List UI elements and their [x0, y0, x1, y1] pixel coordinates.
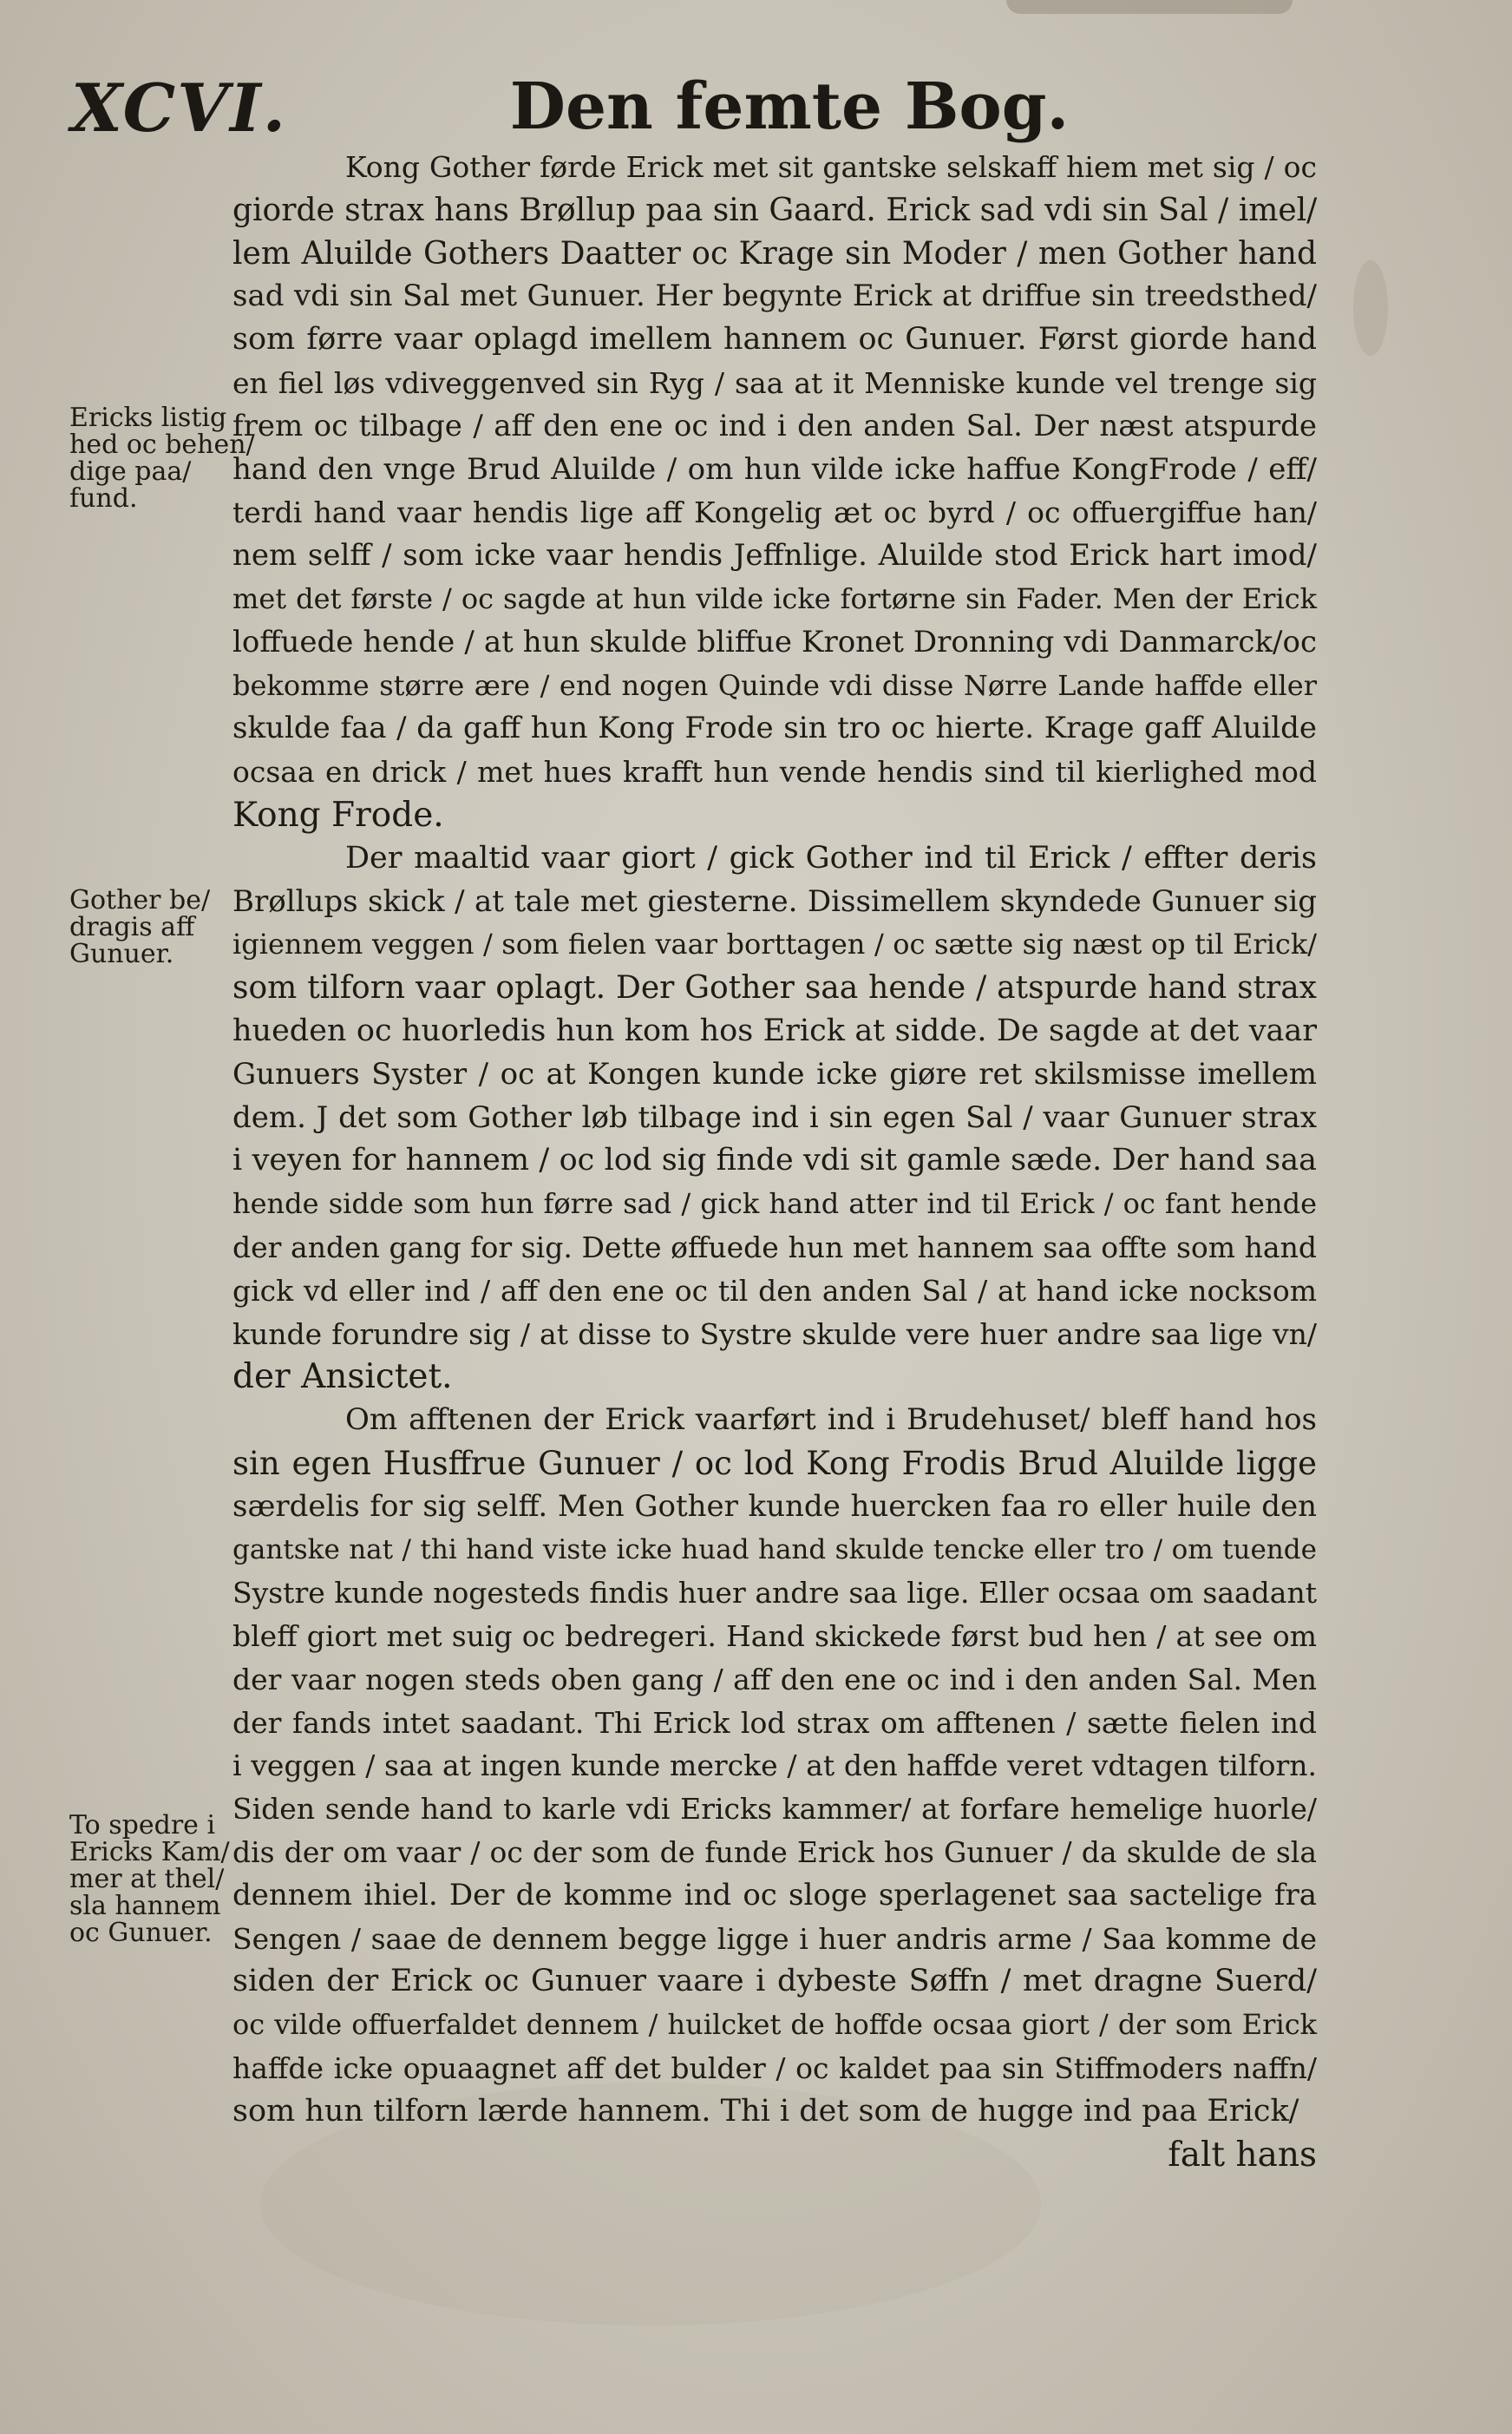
text-line: sad vdi sin Sal met Gunuer. Her begynte Erick at driffue sin treedsthed/: [232, 279, 1317, 314]
text-line: en fiel løs vdiveggenved sin Ryg / saa at it Menniske kunde vel trenge sig: [232, 365, 1317, 400]
text-line: Siden sende hand to karle vdi Ericks kammer/ at forfare hemelige huorle/: [232, 1792, 1317, 1827]
text-line: Gunuers Syster / oc at Kongen kunde icke giøre ret skilsmisse imellem: [232, 1056, 1317, 1092]
paper-stain: [1353, 260, 1388, 356]
paragraph: [232, 837, 1317, 1399]
text-line: Systre kunde nogesteds findis huer andre saa lige. Eller ocsaa om saadant: [232, 1576, 1317, 1611]
text-line: kunde forundre sig / at disse to Systre skulde vere huer andre saa lige vn/: [232, 1316, 1317, 1351]
text-line: særdelis for sig selff. Men Gother kunde huercken faa ro eller huile den: [232, 1488, 1317, 1524]
folio-number: XCVI.: [71, 69, 288, 147]
margin-note-line: dragis aff: [69, 912, 195, 942]
text-line: Sengen / saae de dennem begge ligge i huer andris arme / Saa komme de: [232, 1921, 1317, 1956]
text-line: Kong Frode.: [232, 795, 444, 835]
margin-note-line: sla hannem: [69, 1891, 221, 1921]
margin-note-line: To spedre i: [69, 1810, 216, 1840]
text-line: skulde faa / da gaff hun Kong Frode sin tro oc hierte. Krage gaff Aluilde: [232, 711, 1317, 746]
text-line: sin egen Husffrue Gunuer / oc lod Kong Frodis Brud Aluilde ligge: [232, 1444, 1317, 1482]
text-line: som hun tilforn lærde hannem. Thi i det som de hugge ind paa Erick/: [232, 2093, 1299, 2129]
text-line: dem. J det som Gother løb tilbage ind i sin egen Sal / vaar Gunuer strax: [232, 1099, 1317, 1135]
text-line: terdi hand vaar hendis lige aff Kongelig æt oc byrd / oc offuergiffue han/: [232, 495, 1317, 530]
text-line: loffuede hende / at hun skulde bliffue Kronet Dronning vdi Danmarck/oc: [232, 624, 1317, 659]
text-line: ocsaa en drick / met hues krafft hun vende hendis sind til kierlighed mod: [232, 755, 1317, 790]
text-line: siden der Erick oc Gunuer vaare i dybeste Søffn / met dragne Suerd/: [232, 1964, 1317, 1999]
text-line: dennem ihiel. Der de komme ind oc sloge sperlagenet saa sactelige fra: [232, 1877, 1317, 1912]
margin-note: [69, 887, 234, 968]
text-line: som førre vaar oplagd imellem hannem oc Gunuer. Først giorde hand: [232, 322, 1317, 358]
text-line: lem Aluilde Gothers Daatter oc Krage sin Moder / men Gother hand: [232, 235, 1317, 272]
margin-note-line: fund.: [69, 483, 138, 514]
margin-note-line: dige paa/: [69, 456, 192, 487]
text-line: der fands intet saadant. Thi Erick lod strax om afftenen / sætte fielen ind: [232, 1705, 1317, 1740]
margin-note-line: Ericks Kam/: [69, 1837, 230, 1867]
margin-note-line: Ericks listig: [69, 403, 227, 433]
text-line: der vaar nogen steds oben gang / aff den ene oc ind i den anden Sal. Men: [232, 1662, 1317, 1696]
margin-note-line: Gunuer.: [69, 939, 174, 969]
text-line: giorde strax hans Brøllup paa sin Gaard. Erick sad vdi sin Sal / imel/: [232, 192, 1318, 228]
text-line: hende sidde som hun førre sad / gick hand atter ind til Erick / oc fant hende: [232, 1187, 1317, 1221]
margin-note-line: hed oc behen/: [69, 430, 255, 460]
page-edge-shadow: [1006, 0, 1293, 14]
margin-note: [69, 403, 255, 514]
text-line: dis der om vaar / oc der som de funde Erick hos Gunuer / da skulde de sla: [232, 1835, 1317, 1870]
text-line: bleff giort met suig oc bedregeri. Hand skickede først bud hen / at see om: [232, 1619, 1317, 1654]
paragraph: [232, 1399, 1317, 2134]
paragraph: [232, 146, 1317, 837]
text-line: haffde icke opuaagnet aff det bulder / oc kaldet paa sin Stiffmoders naffn/: [232, 2051, 1317, 2086]
margin-note: [69, 1812, 234, 1946]
text-line: hueden oc huorledis hun kom hos Erick at sidde. De sagde at det vaar: [232, 1013, 1317, 1048]
text-line: Kong Gother førde Erick met sit gantske selskaff hiem met sig / oc: [345, 150, 1317, 184]
text-line: Om afftenen der Erick vaarført ind i Brudehuset/ bleff hand hos: [345, 1402, 1317, 1438]
text-line: Der maaltid vaar giort / gick Gother ind til Erick / effter deris: [345, 840, 1317, 876]
text-line: som tilforn vaar oplagt. Der Gother saa hende / atspurde hand strax: [232, 970, 1317, 1007]
text-line: gick vd eller ind / aff den ene oc til den anden Sal / at hand icke nocksom: [232, 1273, 1317, 1308]
margin-note-line: mer at thel/: [69, 1864, 225, 1894]
text-line: der Ansictet.: [232, 1357, 453, 1397]
main-text: [232, 146, 1317, 2176]
text-line: oc vilde offuerfaldet dennem / huilcket de hoffde ocsaa giort / der som Erick: [232, 2008, 1317, 2042]
catchword: falt hans: [1168, 2135, 1317, 2175]
text-line: der anden gang for sig. Dette øffuede hun met hannem saa offte som hand: [232, 1230, 1317, 1264]
text-line: i veggen / saa at ingen kunde mercke / at den haffde veret vdtagen tilforn.: [232, 1748, 1317, 1783]
text-line: gantske nat / thi hand viste icke huad hand skulde tencke eller tro / om tuende: [232, 1533, 1317, 1565]
text-line: igiennem veggen / som fielen vaar borttagen / oc sætte sig næst op til Erick/: [232, 928, 1317, 961]
text-line: met det første / oc sagde at hun vilde icke fortørne sin Fader. Men der Erick: [232, 581, 1317, 615]
text-line: bekomme større ære / end nogen Quinde vdi disse Nørre Lande haffde eller: [232, 668, 1317, 702]
text-line: Brøllups skick / at tale met giesterne. Dissimellem skyndede Gunuer sig: [232, 883, 1317, 919]
text-line: hand den vnge Brud Aluilde / om hun vilde icke haffue KongFrode / eff/: [232, 451, 1317, 487]
text-line: nem selff / som icke vaar hendis Jeffnlige. Aluilde stod Erick hart imod/: [232, 538, 1317, 574]
margin-note-line: oc Gunuer.: [69, 1918, 213, 1948]
text-line: i veyen for hannem / oc lod sig finde vdi sit gamle sæde. Der hand saa: [232, 1143, 1317, 1178]
running-title: Den femte Bog.: [509, 69, 1070, 144]
margin-note-line: Gother be/: [69, 885, 211, 915]
text-line: frem oc tilbage / aff den ene oc ind i den anden Sal. Der næst atspurde: [232, 408, 1317, 443]
